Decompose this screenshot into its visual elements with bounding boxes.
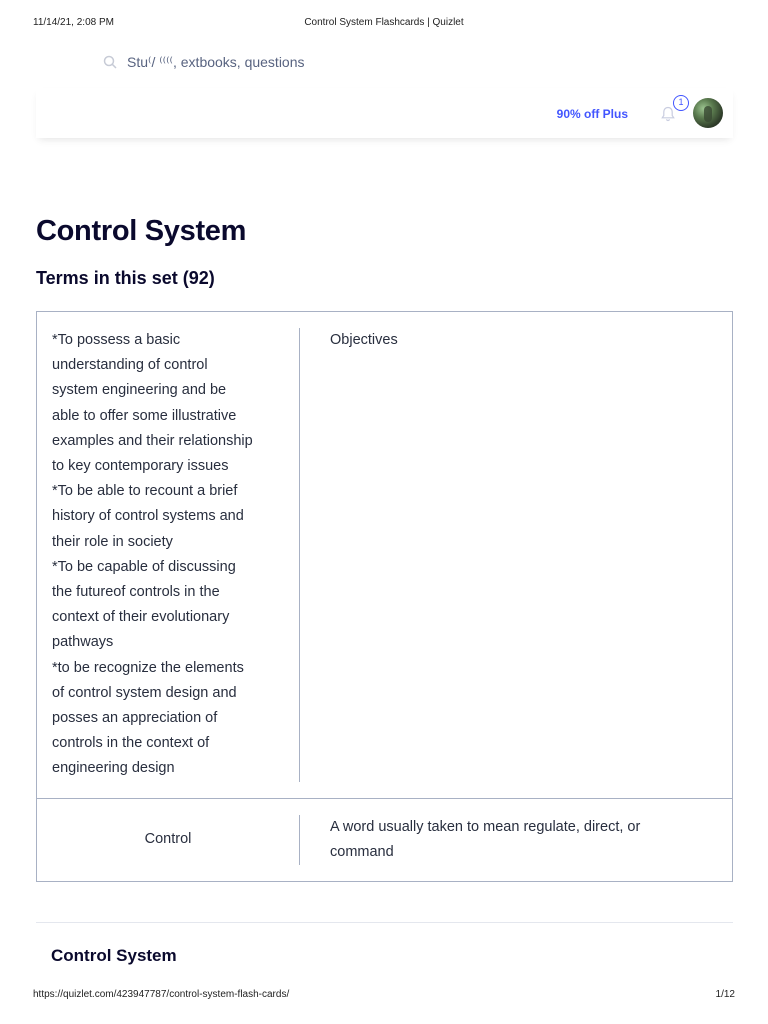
definition-line: controls in the context of	[52, 735, 210, 752]
notification-badge: 1	[673, 95, 689, 111]
print-header	[33, 17, 735, 31]
term-row	[37, 798, 732, 881]
search-input[interactable]: Stu⁽/ ⁽⁽⁽⁽, extbooks, questions	[127, 53, 305, 70]
print-page-number: 1/12	[715, 989, 735, 1000]
term-definition	[37, 312, 299, 798]
bell-icon[interactable]	[661, 106, 675, 122]
definition-line: system engineering and be	[52, 382, 227, 399]
print-url: https://quizlet.com/423947787/control-system-flash-cards/	[33, 989, 290, 1000]
terms-table	[36, 311, 733, 882]
section-divider	[36, 922, 733, 923]
definition-line: able to offer some illustrative	[52, 407, 237, 424]
print-date: 11/14/21, 2:08 PM	[33, 17, 114, 28]
avatar[interactable]	[693, 98, 723, 128]
terms-count-heading: Terms in this set (92)	[36, 268, 215, 288]
definition-line: pathways	[52, 634, 114, 651]
page-title: Control System	[36, 215, 247, 247]
definition-line: *To be able to recount a brief	[52, 483, 238, 500]
definition-line: of control system design and	[52, 684, 237, 701]
term-definition: Control	[144, 831, 192, 848]
term-row	[37, 312, 732, 798]
definition-line: *To be capable of discussing	[52, 558, 236, 575]
search-icon	[103, 55, 117, 69]
term-line: A word usually taken to mean regulate, direct, or	[330, 818, 641, 835]
search-bar[interactable]	[103, 52, 305, 72]
term-word: Objectives	[330, 332, 398, 348]
term-line: command	[330, 843, 394, 860]
definition-line: the futureof controls in the	[52, 584, 220, 601]
definition-line: their role in society	[52, 533, 173, 550]
definition-line: engineering design	[52, 760, 175, 777]
definition-line: history of control systems and	[52, 508, 244, 525]
print-page-title: Control System Flashcards | Quizlet	[304, 17, 464, 28]
definition-line: context of their evolutionary	[52, 609, 230, 626]
definition-line: posses an appreciation of	[52, 710, 218, 727]
top-nav	[36, 88, 733, 138]
section-title: Control System	[51, 946, 177, 965]
definition-line: *to be recognize the elements	[52, 659, 244, 676]
definition-line: examples and their relationship	[52, 432, 253, 449]
print-footer	[33, 989, 735, 1003]
upgrade-promo-link[interactable]: 90% off Plus	[556, 107, 628, 121]
definition-line: *To possess a basic	[52, 332, 181, 348]
definition-line: understanding of control	[52, 357, 208, 374]
definition-line: to key contemporary issues	[52, 458, 229, 475]
term-word	[300, 799, 732, 881]
